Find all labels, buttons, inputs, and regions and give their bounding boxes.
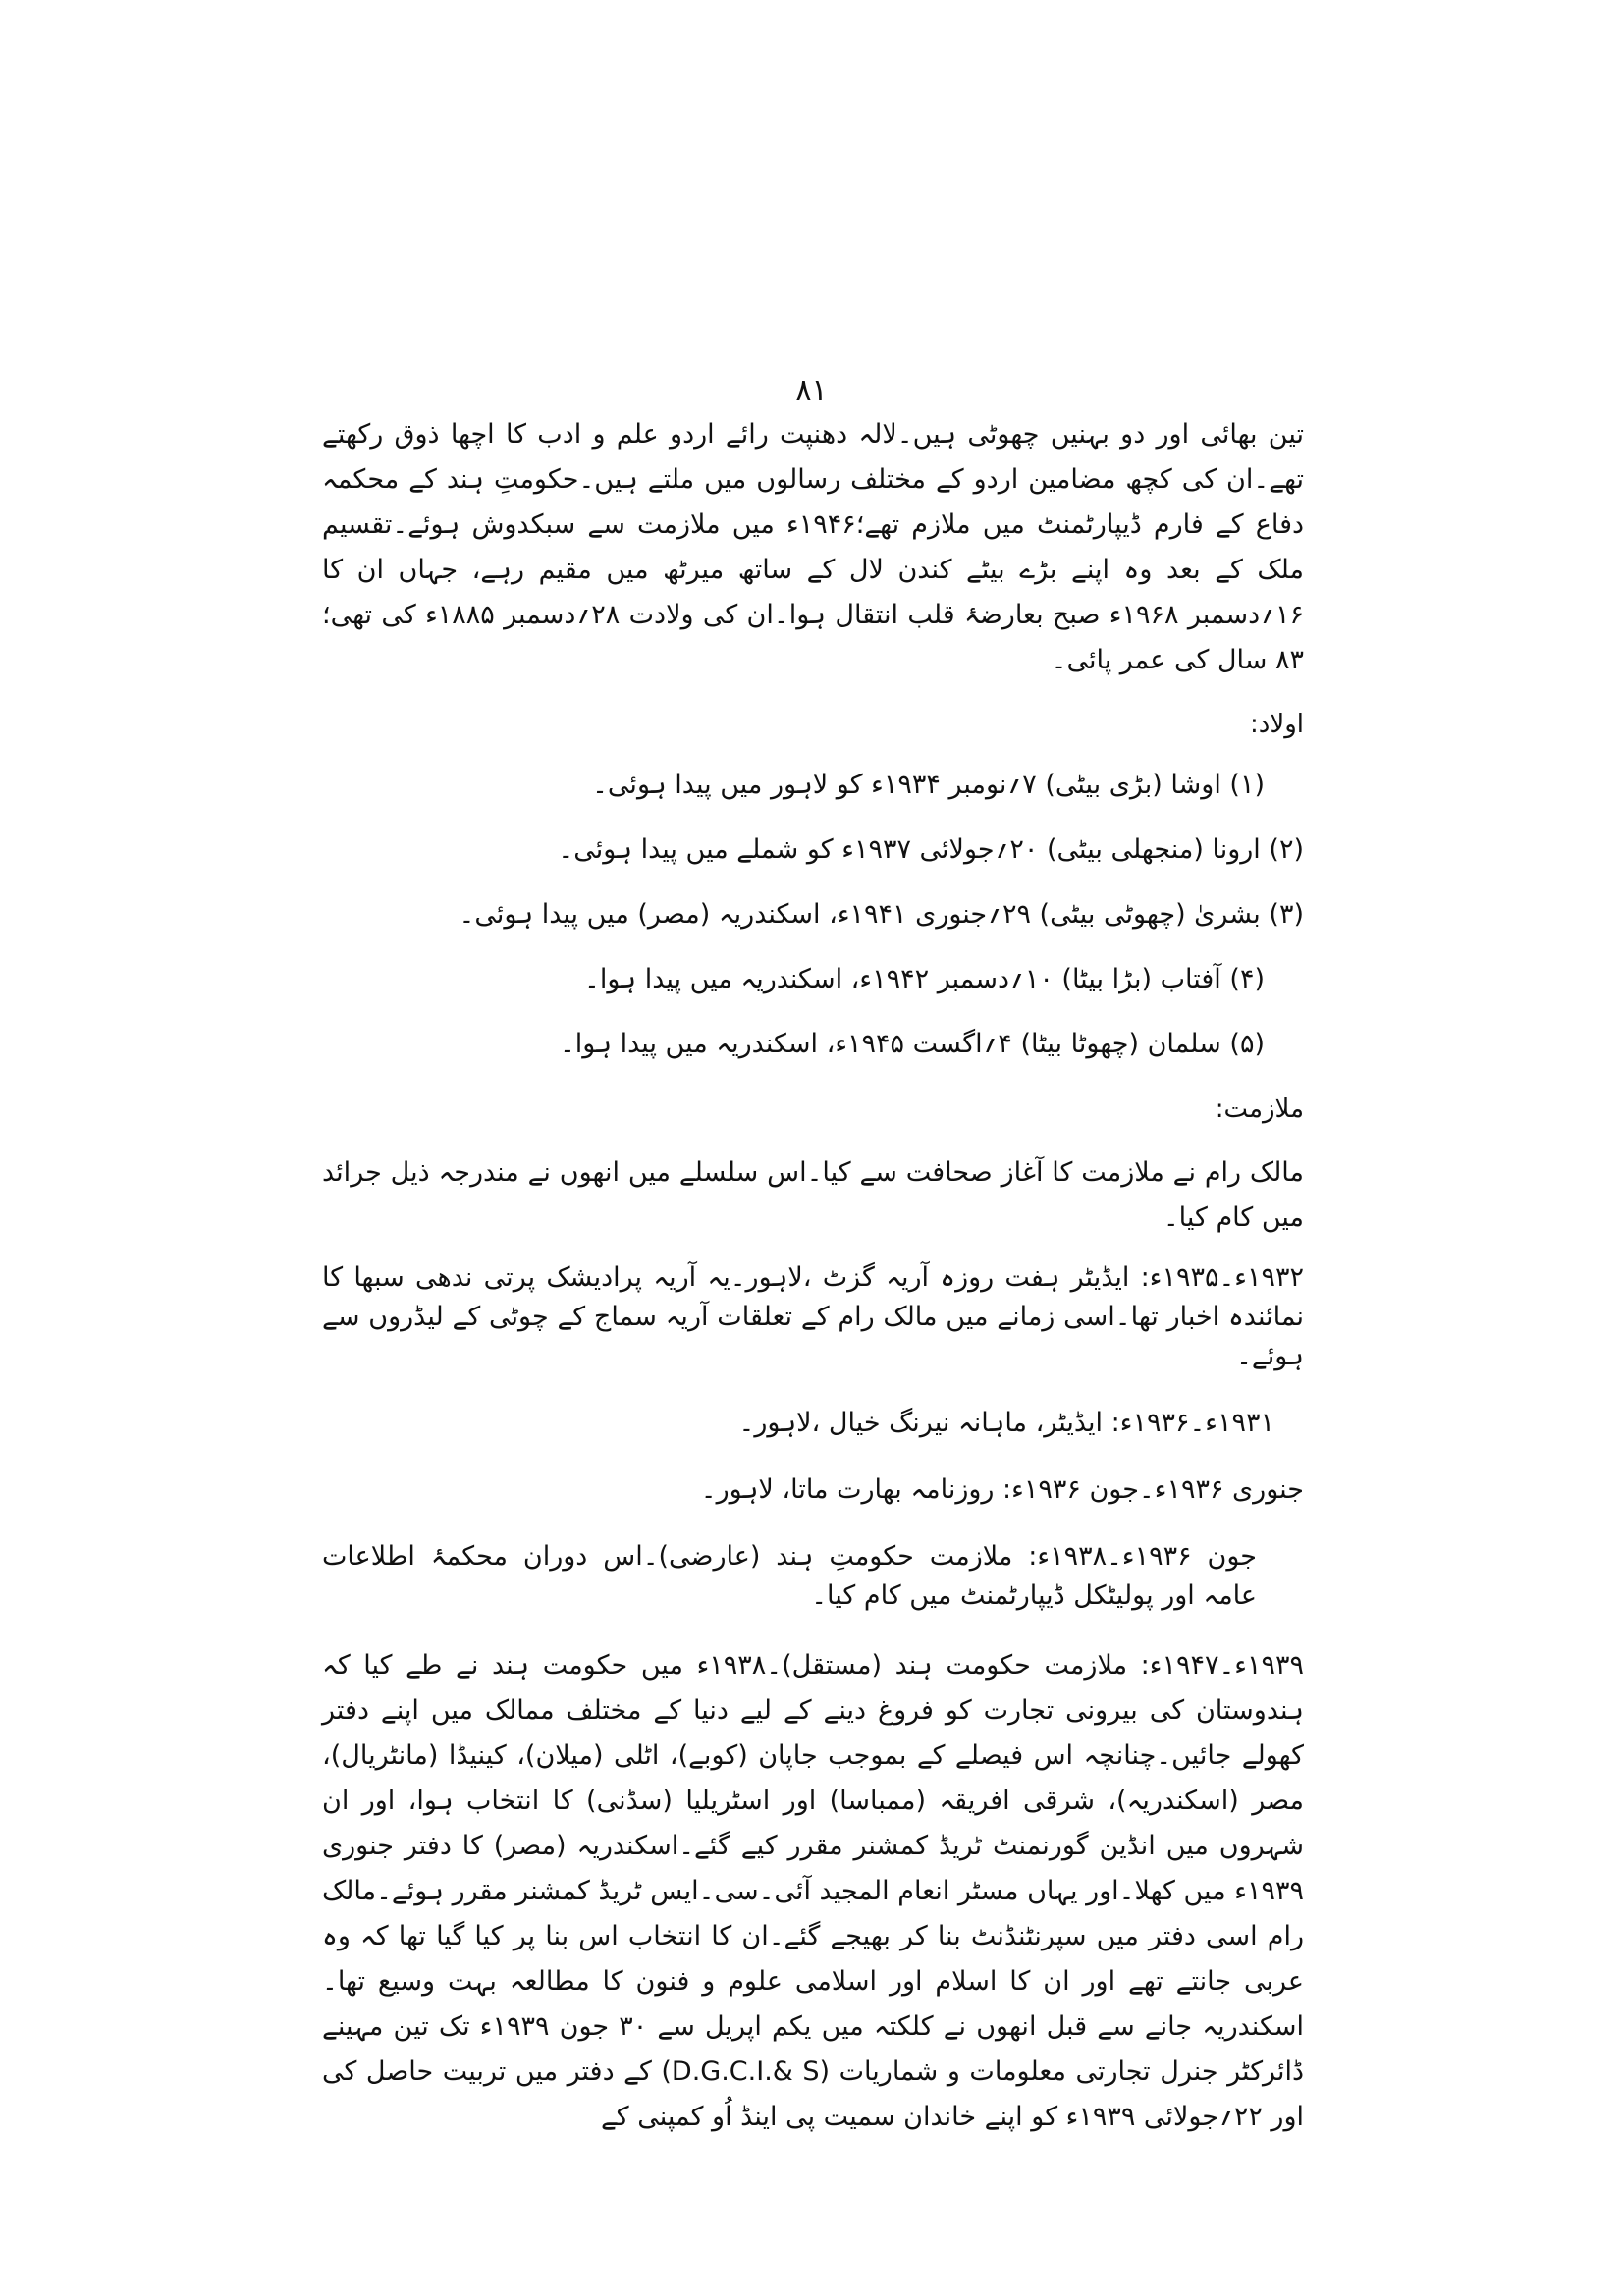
employment-heading: ملازمت: (1215, 1095, 1304, 1124)
child-item-3: (۳) بشریٰ (چھوٹی بیٹی) ۲۹؍جنوری ۱۹۴۱ء، اسکندریہ (مصر) میں پیدا ہوئی۔ (459, 899, 1304, 930)
page-number: ۸۱ (795, 373, 828, 407)
child-item-4: (۴) آفتاب (بڑا بیٹا) ۱۰؍دسمبر ۱۹۴۲ء، اسکندریہ میں پیدا ہوا۔ (584, 964, 1265, 994)
child-item-2: (۲) ارونا (منجھلی بیٹی) ۲۰؍جولائی ۱۹۳۷ء کو شملے میں پیدا ہوئی۔ (558, 834, 1304, 865)
children-heading: اولاد: (1250, 710, 1304, 739)
child-item-1: (۱) اوشا (بڑی بیٹی) ۷؍نومبر ۱۹۳۴ء کو لاہور میں پیدا ہوئی۔ (592, 770, 1265, 800)
intro-paragraph: تین بھائی اور دو بہنیں چھوٹی ہیں۔لالہ دھنپت رائے اردو علم و ادب کا اچھا ذوق رکھتے تھے۔ان کی کچھ مضامین اردو کے مختلف رسالوں میں ملتے ہیں۔حکومتِ ہند کے محکمہ دفاع کے فارم ڈیپارٹمنٹ میں ملازم تھے؛۱۹۴۶ء میں ملازمت سے سبکدوش ہوئے۔تقسیم ملک کے بعد وہ اپنے بڑے بیٹے کندن لال کے ساتھ میرٹھ میں مقیم رہے، جہاں ان کا ۱۶؍دسمبر ۱۹۶۸ء صبح بعارضۂ قلب انتقال ہوا۔ان کی ولادت ۲۸؍دسمبر ۱۸۸۵ء کی تھی؛ ۸۳ سال کی عمر پائی۔ (322, 419, 1304, 675)
employment-lead: مالک رام نے ملازمت کا آغاز صحافت سے کیا۔اس سلسلے میں انھوں نے مندرجہ ذیل جرائد میں کام کیا۔ (322, 1157, 1304, 1233)
employment-entry-2: ۱۹۳۱ء۔۱۹۳۶ء: ایڈیٹر، ماہانہ نیرنگ خیال ،لاہور۔ (738, 1408, 1274, 1438)
employment-entry-4: جون ۱۹۳۶ء۔۱۹۳۸ء: ملازمت حکومتِ ہند (عارضی)۔اس دوران محکمۂ اطلاعات عامہ اور پولیٹکل ڈیپارٹمنٹ میں کام کیا۔ (322, 1541, 1257, 1611)
page-body (322, 412, 1304, 2158)
employment-entry-5: ۱۹۳۹ء۔۱۹۴۷ء: ملازمت حکومت ہند (مستقل)۔۱۹۳۸ء میں حکومت ہند نے طے کیا کہ ہندوستان کی بیرونی تجارت کو فروغ دینے کے لیے دنیا کے مختلف ممالک میں اپنے دفتر کھولے جائیں۔چنانچہ اس فیصلے کے بموجب جاپان (کوبے)، اٹلی (میلان)، کینیڈا (مانٹریال)، مصر (اسکندریہ)، شرقی افریقہ (ممباسا) اور اسٹریلیا (سڈنی) کا انتخاب ہوا، اور ان شہروں میں انڈین گورنمنٹ ٹریڈ کمشنر مقرر کیے گئے۔اسکندریہ (مصر) کا دفتر جنوری ۱۹۳۹ء میں کھلا۔اور یہاں مسٹر انعام المجید آئی۔سی۔ایس ٹریڈ کمشنر مقرر ہوئے۔مالک رام اسی دفتر میں سپرنٹنڈنٹ بنا کر بھیجے گئے۔ان کا انتخاب اس بنا پر کیا گیا تھا کہ وہ عربی جانتے تھے اور ان کا اسلام اور اسلامی علوم و فنون کا مطالعہ بہت وسیع تھا۔اسکندریہ جانے سے قبل انھوں نے کلکتہ میں یکم اپریل سے ۳۰ جون ۱۹۳۹ء تک تین مہینے ڈائرکٹر جنرل تجارتی معلومات و شماریات (D.G.C.I.& S) کے دفتر میں تربیت حاصل کی اور ۲۲؍جولائی ۱۹۳۹ء کو اپنے خاندان سمیت پی اینڈ اُو کمپنی کے (322, 1650, 1304, 2132)
child-item-5: (۵) سلمان (چھوٹا بیٹا) ۴؍اگست ۱۹۴۵ء، اسکندریہ میں پیدا ہوا۔ (559, 1029, 1265, 1059)
employment-entry-3: جنوری ۱۹۳۶ء۔جون ۱۹۳۶ء: روزنامہ بھارت ماتا، لاہور۔ (700, 1474, 1304, 1505)
employment-entry-1: ۱۹۳۲ء۔۱۹۳۵ء: ایڈیٹر ہفت روزہ آریہ گزٹ ،لاہور۔یہ آریہ پرادیشک پرتی ندھی سبھا کا نمائندہ اخبار تھا۔اسی زمانے میں مالک رام کے تعلقات آریہ سماج کے چوٹی کے لیڈروں سے ہوئے۔ (322, 1262, 1304, 1371)
